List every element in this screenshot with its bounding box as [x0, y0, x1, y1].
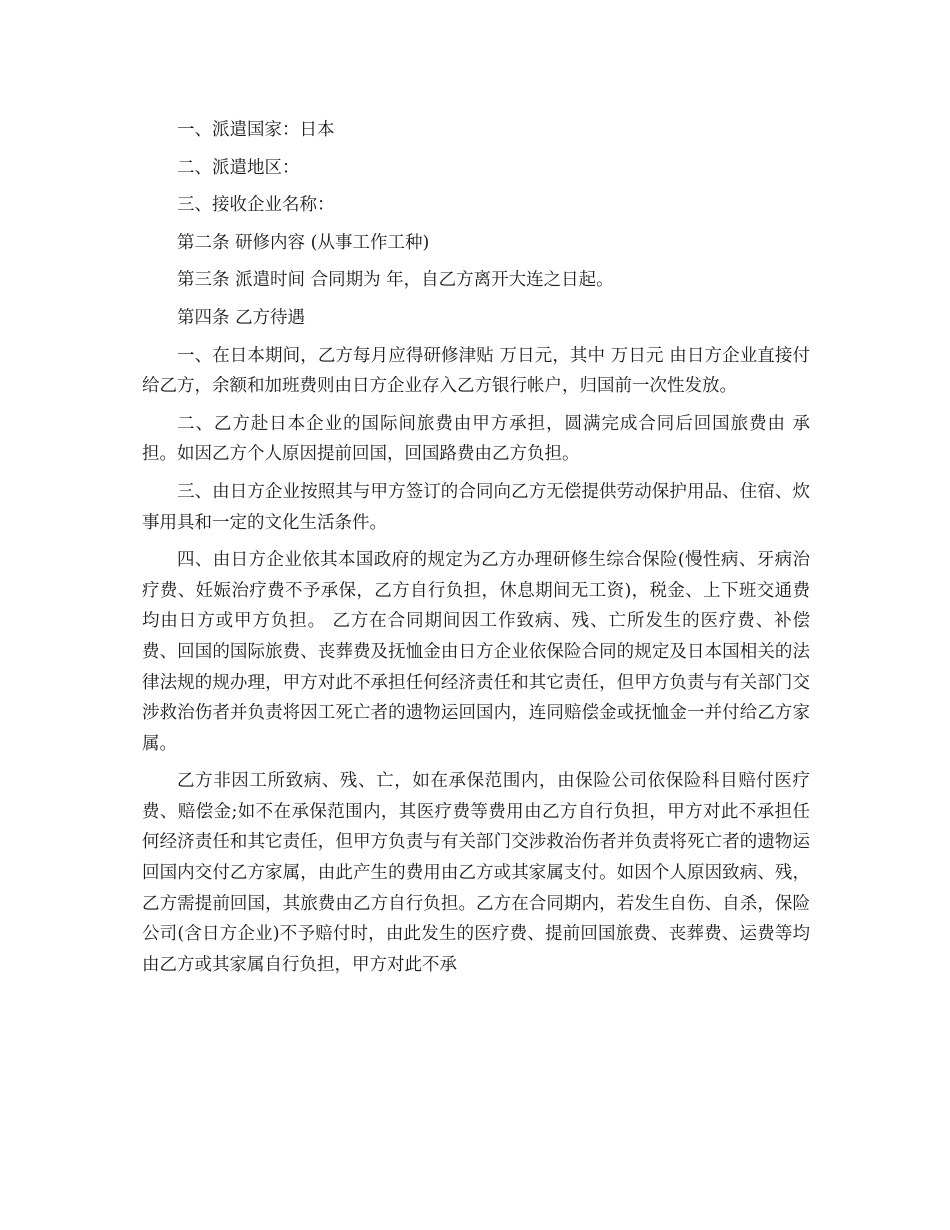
paragraph-dispatch-region: 二、派遣地区： [177, 157, 300, 178]
paragraph-article-4-heading: 第四条 乙方待遇 [177, 307, 306, 328]
paragraph-insurance: 四、由日方企业依其本国政府的规定为乙方办理研修生综合保险(慢性病、牙病治疗费、妊娠治疗费不予承保，乙方自行负担，休息期间无工资)，税金、上下班交通费均由日方或甲方负担。 乙方在合同期间因工作致病、残、亡所发生的医疗费、补偿费、回国的国际旅费、丧葬费及抚恤金由日方企业依保险合同的规定及日本国相关的法律法规的规办理，甲方对此不承担任何经济责任和其它责任，但甲方负责与有关部门交涉救治伤者并负责将因工死亡者的遗物运回国内，连同赔偿金或抚恤金一并付给乙方家属。 [142, 550, 810, 754]
paragraph-travel-expenses: 二、乙方赴日本企业的国际间旅费由甲方承担，圆满完成合同后回国旅费由 承担。如因乙方个人原因提前回国，回国路费由乙方负担。 [142, 413, 810, 465]
paragraph-non-work-injury: 乙方非因工所致病、残、亡，如在承保范围内，由保险公司依保险科目赔付医疗费、赔偿金;如不在承保范围内，其医疗费等费用由乙方自行负担，甲方对此不承担任何经济责任和其它责任，但甲方负责与有关部门交涉救治伤者并负责将死亡者的遗物运回国内交付乙方家属，由此产生的费用由乙方或其家属支付。如因个人原因致病、残，乙方需提前回国，其旅费由乙方自行负担。乙方在合同期内，若发生自伤、自杀，保险公司(含日方企业)不予赔付时，由此发生的医疗费、提前回国旅费、丧葬费、运费等均由乙方或其家属自行负担，甲方对此不承 [142, 771, 810, 975]
paragraph-allowance: 一、在日本期间，乙方每月应得研修津贴 万日元，其中 万日元 由日方企业直接付给乙方，余额和加班费则由日方企业存入乙方银行帐户，归国前一次性发放。 [142, 345, 810, 397]
paragraph-article-3: 第三条 派遣时间 合同期为 年，自乙方离开大连之日起。 [177, 270, 614, 291]
paragraph-receiving-company: 三、接收企业名称： [177, 195, 335, 216]
paragraph-article-2: 第二条 研修内容 (从事工作工种) [177, 232, 430, 253]
paragraph-dispatch-country: 一、派遣国家：日本 [177, 120, 335, 140]
paragraph-protective-supplies: 三、由日方企业按照其与甲方签订的合同向乙方无偿提供劳动保护用品、住宿、炊事用具和一定的文化生活条件。 [142, 481, 810, 533]
